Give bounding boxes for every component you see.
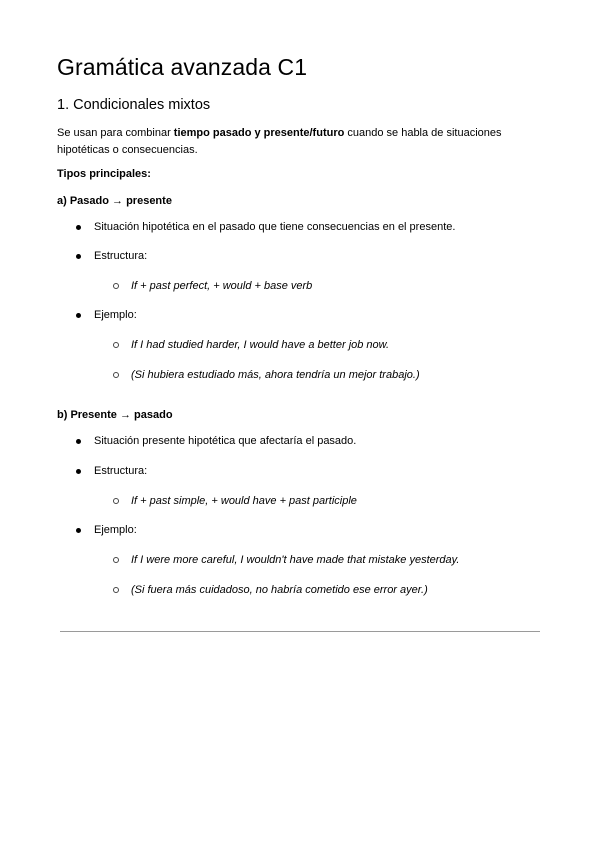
- type-b-heading: b) Presente → pasado: [57, 409, 173, 421]
- bullet-circle-icon: [113, 587, 119, 593]
- intro-paragraph: [57, 125, 537, 158]
- bullet-dot-icon: [76, 254, 81, 259]
- bullet-dot-icon: [76, 469, 81, 474]
- bullet-dot-icon: [76, 439, 81, 444]
- bullet-circle-icon: [113, 372, 119, 378]
- horizontal-divider: [60, 631, 540, 632]
- list-item-translation: (Si fuera más cuidadoso, no habría cometido ese error ayer.): [131, 584, 428, 596]
- list-item: Estructura:: [94, 465, 148, 477]
- bullet-circle-icon: [113, 283, 119, 289]
- intro-text-end: cuando se habla de situaciones hipotéticas o consecuencias.: [57, 127, 502, 156]
- bullet-circle-icon: [113, 498, 119, 504]
- list-item: Estructura:: [94, 250, 148, 262]
- types-label: Tipos principales:: [57, 168, 151, 180]
- list-item: Situación presente hipotética que afectaría el pasado.: [94, 435, 357, 447]
- list-item-structure: If + past simple, + would have + past participle: [131, 495, 357, 507]
- page-title: Gramática avanzada C1: [57, 54, 308, 80]
- list-item-structure: If + past perfect, + would + base verb: [131, 280, 313, 292]
- bullet-dot-icon: [76, 225, 81, 230]
- bullet-dot-icon: [76, 528, 81, 533]
- intro-bold-text: tiempo pasado y presente/futuro: [173, 127, 345, 139]
- list-item: Situación hipotética en el pasado que tiene consecuencias en el presente.: [94, 221, 456, 233]
- bullet-circle-icon: [113, 557, 119, 563]
- list-item-example: If I were more careful, I wouldn't have made that mistake yesterday.: [131, 554, 460, 566]
- list-item-translation: (Si hubiera estudiado más, ahora tendría un mejor trabajo.): [131, 369, 420, 381]
- list-item: Ejemplo:: [94, 524, 137, 536]
- intro-text-start: Se usan para combinar: [57, 127, 174, 139]
- section-heading: 1. Condicionales mixtos: [57, 97, 211, 113]
- bullet-circle-icon: [113, 342, 119, 348]
- type-a-heading: a) Pasado → presente: [57, 195, 172, 207]
- list-item: Ejemplo:: [94, 309, 137, 321]
- list-item-example: If I had studied harder, I would have a better job now.: [131, 339, 390, 351]
- bullet-dot-icon: [76, 313, 81, 318]
